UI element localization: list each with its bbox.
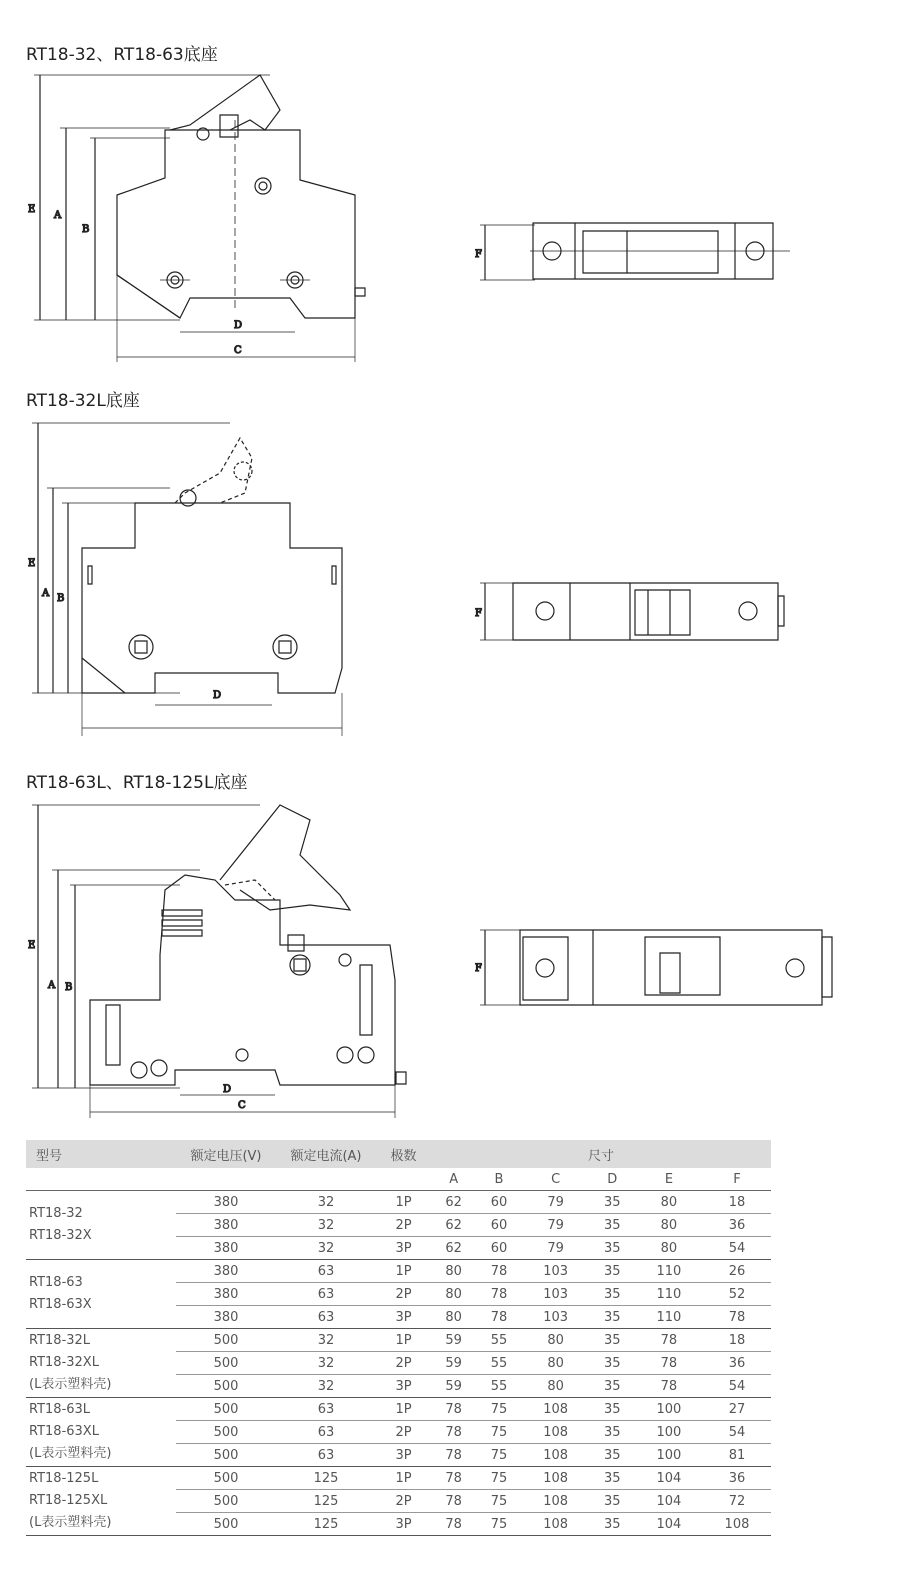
table-cell: 100	[635, 1444, 703, 1467]
table-cell: 62	[431, 1191, 476, 1214]
table-cell: 380	[176, 1306, 276, 1329]
table-cell: 35	[590, 1490, 635, 1513]
table-cell: 60	[476, 1214, 521, 1237]
model-name: RT18-63L	[29, 1402, 91, 1417]
model-name: RT18-32	[29, 1206, 83, 1221]
section-title-rt18-32l: RT18-32L底座	[26, 391, 140, 411]
model-name: RT18-125XL	[29, 1493, 108, 1508]
dim-label-e: E	[28, 558, 36, 569]
table-cell: 35	[590, 1467, 635, 1490]
table-cell: 380	[176, 1260, 276, 1283]
table-cell: 500	[176, 1375, 276, 1398]
dim-label-f: F	[475, 608, 482, 619]
table-cell: 125	[276, 1467, 376, 1490]
table-cell: 110	[635, 1283, 703, 1306]
section-title-rt18-32-63: RT18-32、RT18-63底座	[26, 45, 218, 65]
table-cell: 81	[703, 1444, 771, 1467]
dim-label-d: D	[234, 320, 243, 331]
table-cell: 18	[703, 1191, 771, 1214]
table-cell: 108	[703, 1513, 771, 1536]
table-cell: 500	[176, 1352, 276, 1375]
table-cell: 75	[476, 1444, 521, 1467]
table-cell: 36	[703, 1214, 771, 1237]
table-cell: 79	[522, 1214, 590, 1237]
table-cell: 75	[476, 1421, 521, 1444]
dim-col-header: A	[431, 1168, 476, 1191]
dim-label-b: B	[65, 982, 73, 993]
table-cell: 54	[703, 1375, 771, 1398]
table-cell: 75	[476, 1490, 521, 1513]
table-cell: 35	[590, 1306, 635, 1329]
table-cell: 59	[431, 1352, 476, 1375]
table-cell: 108	[522, 1398, 590, 1421]
front-view-drawing-rt18-32l	[20, 418, 360, 743]
table-cell: 380	[176, 1214, 276, 1237]
table-cell: 32	[276, 1375, 376, 1398]
header-model: 型号	[26, 1140, 176, 1168]
table-cell: 104	[635, 1513, 703, 1536]
table-cell: 3P	[376, 1513, 431, 1536]
table-cell: 78	[431, 1398, 476, 1421]
model-name: RT18-32X	[29, 1228, 92, 1243]
table-cell: 108	[522, 1513, 590, 1536]
table-cell: 2P	[376, 1283, 431, 1306]
table-cell: 36	[703, 1467, 771, 1490]
dim-label-c: C	[234, 345, 242, 356]
table-cell: 78	[431, 1513, 476, 1536]
table-cell: 80	[635, 1214, 703, 1237]
dim-col-header: F	[703, 1168, 771, 1191]
table-cell: 75	[476, 1513, 521, 1536]
table-cell: 35	[590, 1444, 635, 1467]
dim-label-a: A	[48, 980, 56, 991]
table-cell: 78	[431, 1444, 476, 1467]
table-cell: 35	[590, 1421, 635, 1444]
dim-label-e: E	[28, 940, 36, 951]
table-cell: 75	[476, 1467, 521, 1490]
table-cell: 500	[176, 1329, 276, 1352]
table-cell: 63	[276, 1421, 376, 1444]
table-cell: 59	[431, 1375, 476, 1398]
dim-label-c: C	[238, 1100, 246, 1111]
dim-label-a: A	[54, 210, 62, 221]
model-name: RT18-63XL	[29, 1424, 99, 1439]
table-row	[26, 1260, 771, 1283]
table-cell: 63	[276, 1398, 376, 1421]
dim-label-e: E	[28, 204, 36, 215]
dim-label-b: B	[57, 593, 65, 604]
table-cell: 52	[703, 1283, 771, 1306]
table-cell: 1P	[376, 1260, 431, 1283]
table-cell: 35	[590, 1191, 635, 1214]
table-cell: 79	[522, 1237, 590, 1260]
table-cell: 1P	[376, 1398, 431, 1421]
table-cell: 2P	[376, 1421, 431, 1444]
table-cell: 500	[176, 1490, 276, 1513]
table-row	[26, 1398, 771, 1421]
model-name: (L表示塑料壳)	[29, 1515, 112, 1530]
table-cell: 100	[635, 1398, 703, 1421]
table-cell: 380	[176, 1191, 276, 1214]
table-cell: 108	[522, 1421, 590, 1444]
model-name: (L表示塑料壳)	[29, 1377, 112, 1392]
table-cell: 35	[590, 1283, 635, 1306]
model-name: RT18-32XL	[29, 1355, 99, 1370]
table-cell: 60	[476, 1191, 521, 1214]
table-row	[26, 1467, 771, 1490]
table-cell: 500	[176, 1398, 276, 1421]
model-cell	[26, 1467, 176, 1536]
table-cell: 80	[522, 1329, 590, 1352]
model-name: RT18-125L	[29, 1471, 99, 1486]
table-cell: 104	[635, 1467, 703, 1490]
section-title-rt18-63l-125l: RT18-63L、RT18-125L底座	[26, 773, 248, 793]
table-cell: 63	[276, 1444, 376, 1467]
table-cell: 63	[276, 1283, 376, 1306]
table-cell: 35	[590, 1329, 635, 1352]
dim-label-a: A	[42, 588, 50, 599]
header-voltage: 额定电压(V)	[176, 1140, 276, 1168]
table-cell: 62	[431, 1237, 476, 1260]
table-cell: 72	[703, 1490, 771, 1513]
table-cell: 35	[590, 1513, 635, 1536]
table-cell: 108	[522, 1444, 590, 1467]
table-cell: 63	[276, 1306, 376, 1329]
dim-label-d: D	[223, 1084, 232, 1095]
table-cell: 2P	[376, 1214, 431, 1237]
model-cell	[26, 1191, 176, 1260]
table-cell: 1P	[376, 1191, 431, 1214]
table-cell: 27	[703, 1398, 771, 1421]
table-cell: 63	[276, 1260, 376, 1283]
table-cell: 78	[476, 1283, 521, 1306]
table-cell: 78	[635, 1329, 703, 1352]
table-row	[26, 1191, 771, 1214]
table-cell: 32	[276, 1214, 376, 1237]
table-cell: 110	[635, 1306, 703, 1329]
table-cell: 55	[476, 1352, 521, 1375]
table-cell: 32	[276, 1329, 376, 1352]
header-current: 额定电流(A)	[276, 1140, 376, 1168]
table-cell: 500	[176, 1513, 276, 1536]
table-cell: 380	[176, 1237, 276, 1260]
table-cell: 75	[476, 1398, 521, 1421]
table-cell: 1P	[376, 1329, 431, 1352]
front-view-drawing-rt18-63l-125l	[20, 800, 420, 1122]
table-cell: 80	[431, 1260, 476, 1283]
table-cell: 125	[276, 1513, 376, 1536]
table-cell: 500	[176, 1421, 276, 1444]
header-poles: 极数	[376, 1140, 431, 1168]
table-cell: 100	[635, 1421, 703, 1444]
table-cell: 59	[431, 1329, 476, 1352]
table-cell: 54	[703, 1237, 771, 1260]
dim-label-d: D	[213, 690, 222, 701]
table-cell: 80	[522, 1375, 590, 1398]
model-cell	[26, 1260, 176, 1329]
table-row	[26, 1329, 771, 1352]
table-cell: 104	[635, 1490, 703, 1513]
header-dims: 尺寸	[431, 1140, 771, 1168]
table-cell: 78	[476, 1306, 521, 1329]
table-cell: 80	[522, 1352, 590, 1375]
dim-label-b: B	[82, 224, 90, 235]
front-view-drawing-rt18-32-63	[20, 70, 380, 370]
table-cell: 80	[635, 1237, 703, 1260]
table-cell: 36	[703, 1352, 771, 1375]
table-cell: 35	[590, 1214, 635, 1237]
table-cell: 32	[276, 1237, 376, 1260]
model-cell	[26, 1329, 176, 1398]
model-name: RT18-63X	[29, 1297, 92, 1312]
top-view-drawing-rt18-63l-125l	[470, 925, 840, 1015]
table-cell: 103	[522, 1283, 590, 1306]
table-cell: 78	[703, 1306, 771, 1329]
table-cell: 78	[476, 1260, 521, 1283]
table-cell: 35	[590, 1375, 635, 1398]
top-view-drawing-rt18-32-63	[470, 215, 800, 290]
table-cell: 32	[276, 1191, 376, 1214]
dim-col-header: C	[522, 1168, 590, 1191]
table-cell: 125	[276, 1490, 376, 1513]
dim-col-header: B	[476, 1168, 521, 1191]
table-cell: 35	[590, 1352, 635, 1375]
table-cell: 55	[476, 1329, 521, 1352]
dim-label-f: F	[475, 249, 482, 260]
table-cell: 26	[703, 1260, 771, 1283]
table-cell: 3P	[376, 1306, 431, 1329]
table-cell: 110	[635, 1260, 703, 1283]
spec-table	[26, 1140, 771, 1536]
table-cell: 500	[176, 1444, 276, 1467]
table-cell: 35	[590, 1398, 635, 1421]
table-cell: 78	[431, 1421, 476, 1444]
dim-col-header: E	[635, 1168, 703, 1191]
table-cell: 103	[522, 1260, 590, 1283]
model-name: RT18-63	[29, 1275, 83, 1290]
table-cell: 380	[176, 1283, 276, 1306]
table-cell: 60	[476, 1237, 521, 1260]
table-cell: 35	[590, 1237, 635, 1260]
table-cell: 78	[431, 1490, 476, 1513]
table-cell: 78	[635, 1375, 703, 1398]
table-cell: 108	[522, 1467, 590, 1490]
table-cell: 80	[635, 1191, 703, 1214]
table-cell: 55	[476, 1375, 521, 1398]
table-cell: 35	[590, 1260, 635, 1283]
table-cell: 108	[522, 1490, 590, 1513]
table-cell: 78	[635, 1352, 703, 1375]
model-cell	[26, 1398, 176, 1467]
top-view-drawing-rt18-32l	[470, 578, 800, 648]
model-name: RT18-32L	[29, 1333, 91, 1348]
table-cell: 2P	[376, 1490, 431, 1513]
table-cell: 500	[176, 1467, 276, 1490]
table-cell: 18	[703, 1329, 771, 1352]
model-name: (L表示塑料壳)	[29, 1446, 112, 1461]
table-cell: 3P	[376, 1444, 431, 1467]
table-cell: 103	[522, 1306, 590, 1329]
table-cell: 3P	[376, 1237, 431, 1260]
dim-col-header: D	[590, 1168, 635, 1191]
table-cell: 2P	[376, 1352, 431, 1375]
table-cell: 1P	[376, 1467, 431, 1490]
table-cell: 80	[431, 1283, 476, 1306]
table-cell: 3P	[376, 1375, 431, 1398]
table-cell: 79	[522, 1191, 590, 1214]
dim-label-f: F	[475, 963, 482, 974]
table-cell: 78	[431, 1467, 476, 1490]
table-cell: 62	[431, 1214, 476, 1237]
table-cell: 54	[703, 1421, 771, 1444]
table-cell: 80	[431, 1306, 476, 1329]
table-cell: 32	[276, 1352, 376, 1375]
